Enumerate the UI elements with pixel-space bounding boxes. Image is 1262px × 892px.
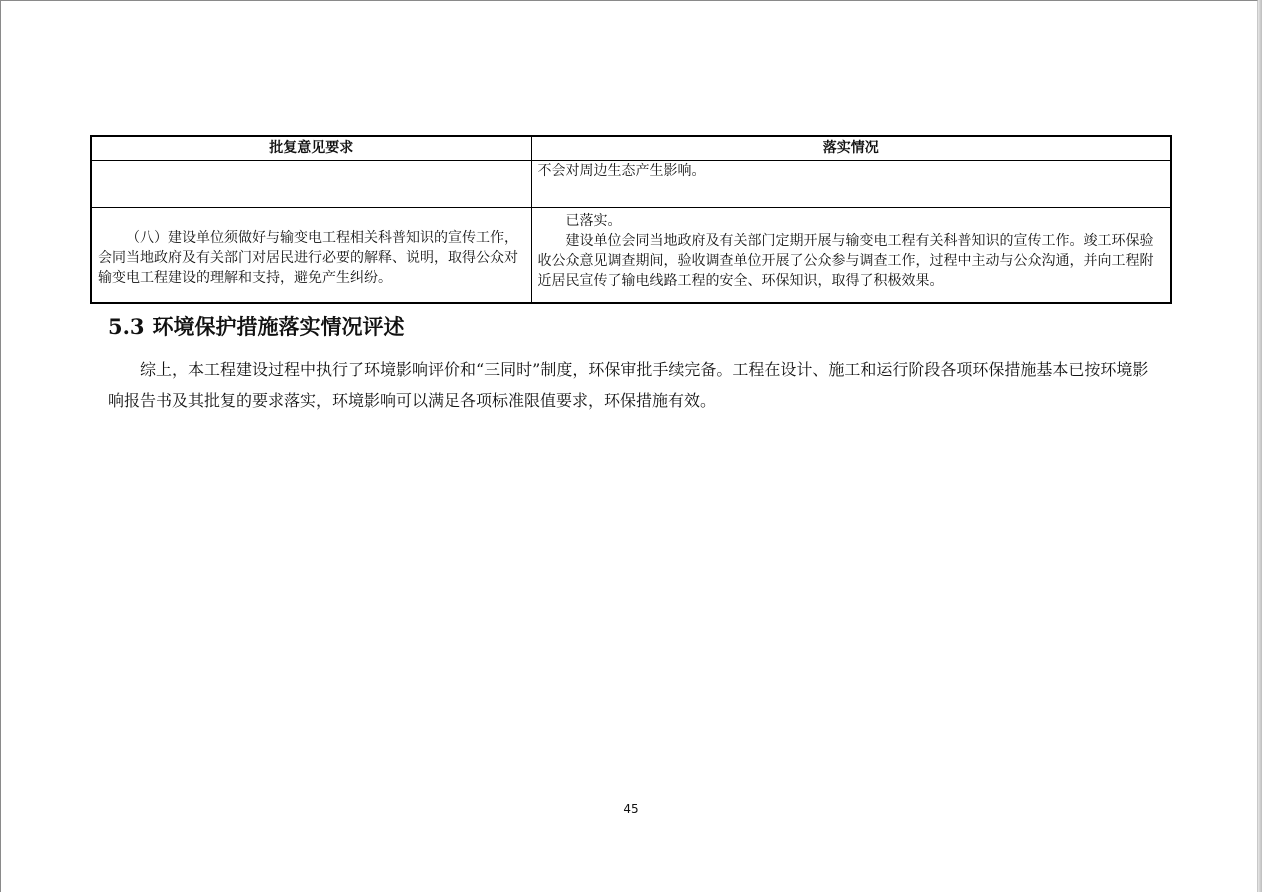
header-approval-requirements: 批复意见要求 <box>91 136 531 161</box>
table-cell-status: 不会对周边生态产生影响。 <box>531 161 1171 208</box>
page-number: 45 <box>623 802 639 816</box>
table-cell-status <box>531 208 1171 304</box>
table-header-row <box>91 136 1171 161</box>
section-summary-paragraph: 综上，本工程建设过程中执行了环境影响评价和“三同时”制度，环保审批手续完备。工程在设计、施工和运行阶段各项环保措施基本已按环境影响报告书及其批复的要求落实，环境影响可以满足各项标准限值要求，环保措施有效。 <box>108 360 1149 410</box>
header-implementation-status: 落实情况 <box>531 136 1171 161</box>
approval-implementation-table <box>90 135 1172 304</box>
table-cell-requirement <box>91 161 531 208</box>
page-edge-shadow <box>1258 0 1262 892</box>
table-cell-requirement <box>91 208 531 304</box>
status-detail-text: 建设单位会同当地政府及有关部门定期开展与输变电工程有关科普知识的宣传工作。竣工环保验收公众意见调查期间，验收调查单位开展了公众参与调查工作，过程中主动与公众沟通，并向工程附近居民宣传了输电线路工程的安全、环保知识，取得了积极效果。 <box>537 233 1154 289</box>
section-heading <box>108 312 405 342</box>
table-row <box>91 208 1171 304</box>
table-row <box>91 161 1171 208</box>
requirement-eight-text: （八）建设单位须做好与输变电工程相关科普知识的宣传工作，会同当地政府及有关部门对居民进行必要的解释、说明，取得公众对输变电工程建设的理解和支持，避免产生纠纷。 <box>98 230 518 286</box>
status-implemented-text: 已落实。 <box>565 213 622 229</box>
section-title: 环境保护措施落实情况评述 <box>152 315 405 339</box>
section-number: 5.3 <box>108 314 145 339</box>
